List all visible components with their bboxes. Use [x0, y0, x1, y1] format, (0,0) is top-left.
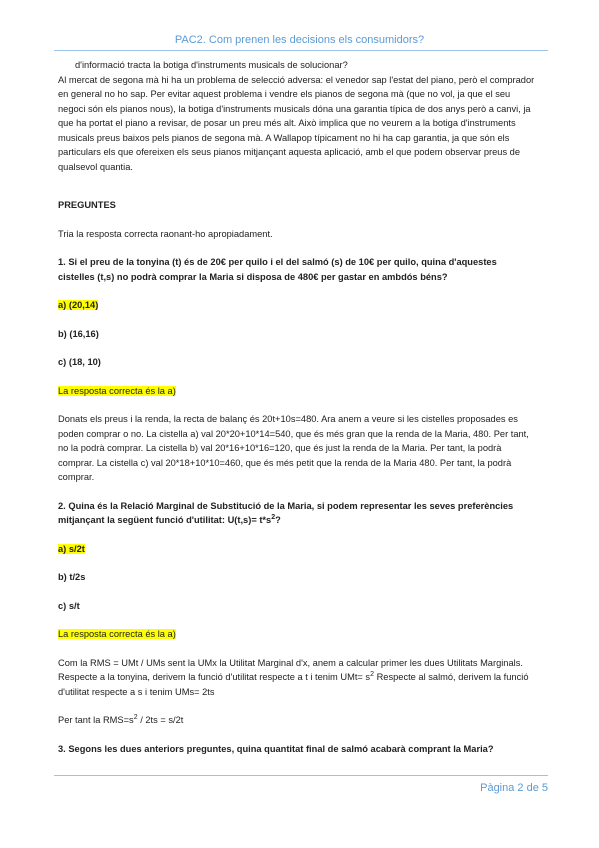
q2-question-exponent: 2	[271, 513, 276, 521]
intro-text-a: Al mercat de segona mà hi ha un problema de selecció adversa: el	[58, 74, 336, 85]
q2-final-b: / 2ts = s/2t	[137, 715, 184, 725]
section-heading: PREGUNTES	[58, 200, 116, 210]
q1-option-a: a) (20,14)	[58, 300, 99, 310]
q2-explanation	[58, 656, 536, 700]
q2-option-b: b) t/2s	[58, 572, 86, 582]
q2-option-c: c) s/t	[58, 600, 80, 611]
q2-explanation-b: Respecte al salmó, derivem la funció d'utilitat respecte a s i tenim UMs= 2ts	[58, 672, 529, 697]
q1-option-b: b) (16,16)	[58, 328, 99, 339]
q2-option-a: a) s/2t	[58, 543, 85, 554]
header-divider	[54, 50, 548, 51]
intro-text-e: dóna una garantia típica de dos anys però a canvi, ja que ha portat el piano a revisar, de posar un preu més alt. Això implica que no veurem a la	[58, 103, 531, 128]
q2-answer: La resposta correcta és la a)	[58, 629, 176, 639]
q2-final-a: Per tant la RMS=s	[58, 715, 134, 725]
q2-question-text: 2. Quina és la Relació Marginal de Substitució de la Maria, si podem representar les seves preferències mitjançant la següent funció d'utilitat: U(t,s)= t*s	[58, 500, 514, 525]
question-3: 3. Segons les dues anteriors preguntes, quina quantitat final de salmó acabarà comprant la Maria?	[58, 743, 494, 754]
footer-divider	[54, 775, 548, 776]
q2-question-end: ?	[275, 515, 281, 525]
q1-explanation: Donats els preus i la renda, la recta de balanç és 20t+10s=480. Ara anem a veure si les cistelles proposades es poden comprar o no. La cistella a) val 20*20+10*14=540, que és més gran que la renda de la Maria, 480. Per tant, no la podrà comprar. La cistella b) val 20*16+10*16=120, que és just la renda de la Maria. Per tant, la podrà comprar. La cistella c) val 20*18+10*10=460, que és més petit que la renda de la Maria 480. Per tant, la podrà comprar.	[58, 414, 529, 482]
intro-text-g: preus baixos pels pianos de segona mà. A Wallapop típicament no hi ha cap garantia, ja que són els particulars els que ofereixen els seus pianos mitjançant aquesta aplicació, amb el que podem observar preus de qualsevol quantia.	[58, 132, 521, 172]
q2-final-exponent: 2	[133, 713, 138, 721]
document-body	[58, 58, 536, 756]
instruction-text: Tria la resposta correcta raonant-ho apropiadament.	[58, 228, 273, 239]
q1-option-c: c) (18, 10)	[58, 357, 101, 367]
q2-explanation-a: Com la RMS = UMt / UMs sent la UMx la Utilitat Marginal d'x, anem a calcular primer les dues Utilitats Marginals. Respecte a la tonyina, derivem la funció d'utilitat respecte a t i tenim UMt= s	[58, 657, 523, 682]
intro-paragraph	[58, 73, 536, 175]
intro-text-c: , però el comprador en general no ho sap. Per evitar aquest problema i vendre els pianos de segona mà (que no vol, ja que el seu negoci són els pianos nous),	[58, 74, 535, 114]
intro-text-b: venedor sap l'estat del piano	[335, 74, 454, 85]
page-number: Pàgina 2 de 5	[480, 782, 548, 794]
intro-text-f: botiga d'instruments musicals	[58, 118, 516, 143]
question-1: 1. Si el preu de la tonyina (t) és de 20€ per quilo i el del salmó (s) de 10€ per quilo, quina d'aquestes cistelles (t,s) no podrà comprar la Maria si disposa de 480€ per gastar en ambdós béns?	[58, 257, 497, 282]
page-header-title: PAC2. Com prenen les decisions els consumidors?	[174, 34, 425, 46]
intro-continued-line: d'informació tracta la botiga d'instruments musicals de solucionar?	[75, 60, 348, 70]
q2-explanation-exponent: 2	[370, 670, 374, 678]
question-2	[58, 499, 536, 528]
intro-text-d: la botiga d'instruments musicals	[178, 103, 310, 114]
q2-final	[58, 713, 536, 728]
q1-answer: La resposta correcta és la a)	[58, 385, 176, 396]
